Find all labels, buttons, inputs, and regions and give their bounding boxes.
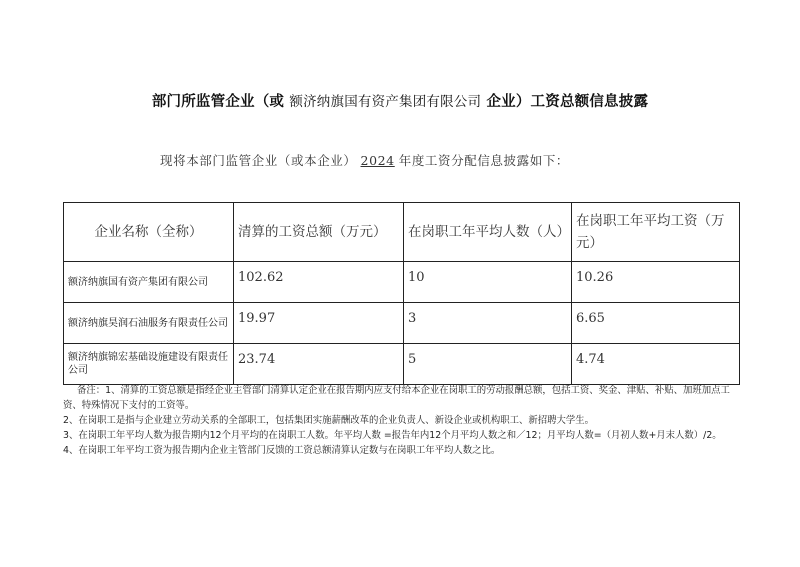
cell-avg-salary: 10.26 — [572, 262, 740, 303]
header-avg-headcount: 在岗职工年平均人数（人） — [404, 203, 572, 262]
cell-avg-headcount: 5 — [404, 344, 572, 385]
header-avg-salary: 在岗职工年平均工资（万元） — [572, 203, 740, 262]
note-4: 4、在岗职工年平均工资为报告期内企业主管部门反馈的工资总额清算认定数与在岗职工年平均人数之比。 — [63, 445, 501, 456]
intro-paragraph — [160, 151, 760, 169]
cell-total-salary: 19.97 — [234, 303, 404, 344]
note-2: 2、在岗职工是指与企业建立劳动关系的全部职工，包括集团实施薪酬改革的企业负责人、新设企业或机构职工、新招聘大学生。 — [63, 415, 594, 426]
header-company-name: 企业名称（全称） — [64, 203, 234, 262]
salary-disclosure-table — [63, 202, 740, 385]
cell-avg-headcount: 3 — [404, 303, 572, 344]
intro-before: 现将本部门监管企业（或本企业） — [160, 153, 357, 168]
cell-total-salary: 102.62 — [234, 262, 404, 303]
table-row — [64, 262, 740, 303]
intro-year: 2024 — [360, 153, 395, 168]
cell-company-name: 额济纳旗国有资产集团有限公司 — [64, 262, 234, 303]
document-title — [60, 90, 740, 111]
cell-avg-salary: 4.74 — [572, 344, 740, 385]
title-prefix: 部门所监管企业（或 — [151, 94, 285, 110]
note-3: 3、在岗职工年平均人数为报告期内12个月平均的在岗职工人数。年平均人数 =报告年内12个月平均人数之和／12；月平均人数=（月初人数+月末人数）/2。 — [63, 430, 722, 441]
table-header-row — [64, 203, 740, 262]
cell-avg-salary: 6.65 — [572, 303, 740, 344]
table-row — [64, 344, 740, 385]
cell-company-name: 额济纳旗锦宏基础设施建设有限责任公司 — [64, 344, 234, 385]
table-row — [64, 303, 740, 344]
notes-section — [63, 383, 743, 458]
cell-company-name: 额济纳旗昊润石油服务有限责任公司 — [64, 303, 234, 344]
title-suffix: 企业）工资总额信息披露 — [486, 94, 649, 110]
header-total-salary: 清算的工资总额（万元） — [234, 203, 404, 262]
intro-after: 年度工资分配信息披露如下： — [398, 153, 570, 168]
cell-total-salary: 23.74 — [234, 344, 404, 385]
note-1: 备注：1、清算的工资总额是指经企业主管部门清算认定企业在报告期内应支付给本企业在岗职工的劳动报酬总额，包括工资、奖金、津贴、补贴、加班加点工资、特殊情况下支付的工资等。 — [63, 385, 730, 411]
title-company-name: 额济纳旗国有资产集团有限公司 — [289, 94, 482, 110]
cell-avg-headcount: 10 — [404, 262, 572, 303]
